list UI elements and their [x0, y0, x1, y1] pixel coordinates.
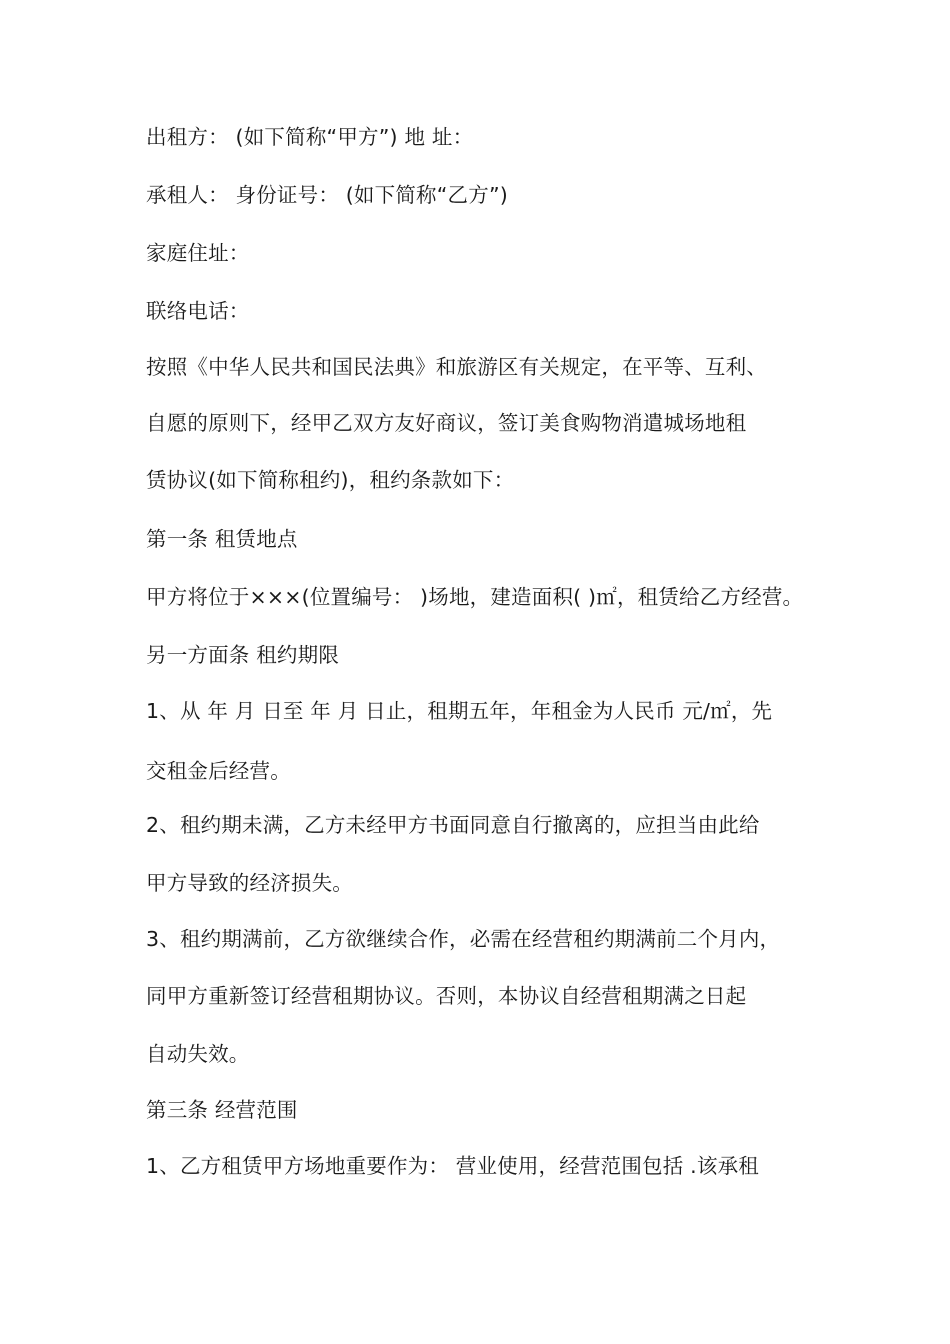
contact-phone-line: 联络电话：	[146, 299, 250, 323]
clause-2-2-line-1: 2、租约期未满，乙方未经甲方书面同意自行撤离的，应担当由此给	[146, 813, 760, 837]
preamble-line-1: 按照《中华人民共和国民法典》和旅游区有关规定，在平等、互利、	[146, 355, 767, 379]
clause-2-1-line-1: 1、从 年 月 日至 年 月 日止，租期五年，年租金为人民币 元/㎡，先	[146, 699, 773, 723]
article-1-text: 甲方将位于×××(位置编号： )场地，建造面积( )㎡，租赁给乙方经营。	[146, 585, 804, 609]
clause-2-1-line-2: 交租金后经营。	[146, 759, 291, 783]
clause-2-3-line-1: 3、租约期满前，乙方欲继续合作，必需在经营租约期满前二个月内，	[146, 927, 781, 951]
lessee-line: 承租人： 身份证号： (如下简称“乙方”)	[146, 183, 508, 207]
clause-2-2-line-2: 甲方导致的经济损失。	[146, 871, 353, 895]
clause-2-3-line-2: 同甲方重新签订经营租期协议。否则，本协议自经营租期满之日起	[146, 984, 747, 1008]
preamble-line-3: 赁协议(如下简称租约)，租约条款如下：	[146, 468, 515, 492]
home-address-line: 家庭住址：	[146, 241, 250, 265]
article-2-heading: 另一方面条 租约期限	[146, 643, 340, 667]
article-1-heading: 第一条 租赁地点	[146, 527, 298, 551]
lessor-line: 出租方： (如下简称“甲方”) 地 址：	[146, 125, 474, 149]
article-3-heading: 第三条 经营范围	[146, 1098, 298, 1122]
preamble-line-2: 自愿的原则下，经甲乙双方友好商议，签订美食购物消遣城场地租	[146, 411, 747, 435]
clause-2-3-line-3: 自动失效。	[146, 1042, 250, 1066]
clause-3-1-line-1: 1、乙方租赁甲方场地重要作为： 营业使用，经营范围包括 .该承租	[146, 1154, 759, 1178]
